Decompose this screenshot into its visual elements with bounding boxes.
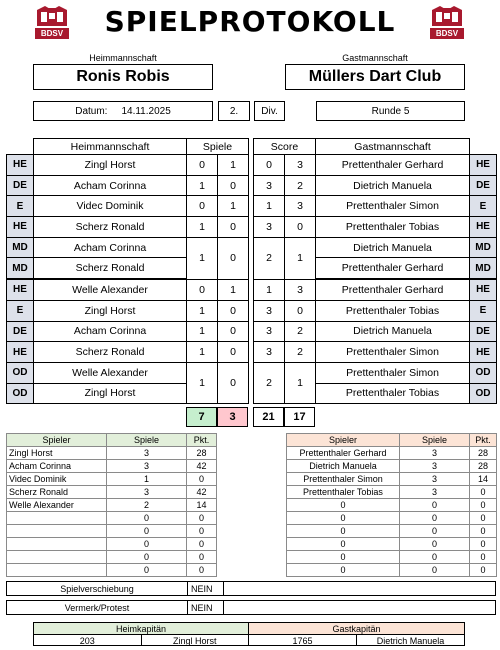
away-games-cell: 0 [218,321,249,342]
home-score-cell: 2 [254,362,285,403]
away-captain-box [249,622,465,646]
header-score: Score [254,139,316,155]
postponement-label: Spielverschiebung [7,582,188,595]
stats-points-cell: 0 [470,551,497,564]
category-cell: HE [7,342,34,363]
stats-row [287,499,497,512]
home-player-cell: Zingl Horst [34,155,187,176]
home-player-cell: Acham Corinna [34,237,187,258]
stats-row [7,473,217,486]
stats-player-cell [7,551,107,564]
category-cell: OD [7,383,34,404]
home-score-cell: 0 [254,155,285,176]
home-player-stats [6,433,217,577]
away-player-stats [286,433,497,577]
stats-games-cell: 0 [107,512,187,525]
home-player-cell: Scherz Ronald [34,217,187,238]
home-score-cell: 1 [254,196,285,217]
header-games: Spiele [187,139,249,155]
stats-points-cell: 0 [470,512,497,525]
away-score-cell: 2 [285,342,316,363]
away-games-cell: 1 [218,155,249,176]
home-captain-box [33,622,249,646]
stats-points-cell: 0 [187,473,217,486]
stats-row [287,551,497,564]
home-games-cell: 1 [187,237,218,279]
stats-points-cell: 0 [187,512,217,525]
match-row [7,321,497,342]
home-games-cell: 1 [187,175,218,196]
stats-header [7,434,217,447]
away-score-cell: 3 [285,279,316,300]
stats-points-cell: 0 [470,486,497,499]
stats-row [7,564,217,577]
date-value: 14.11.2025 [121,105,171,117]
away-player-cell: Prettenthaler Simon [316,342,470,363]
away-games-cell: 0 [218,237,249,279]
away-score-cell: 0 [285,300,316,321]
away-games-cell: 0 [218,175,249,196]
match-row [7,217,497,238]
stats-points-cell: 0 [470,538,497,551]
category-cell: E [470,300,497,321]
home-team-label: Heimmannschaft [89,53,157,63]
stats-games-cell: 0 [107,525,187,538]
match-row [7,300,497,321]
stats-games-cell: 2 [107,499,187,512]
stats-header-player: Spieler [7,434,107,447]
away-score-cell: 3 [285,196,316,217]
stats-row [7,486,217,499]
category-cell: HE [470,217,497,238]
stats-header-points: Pkt. [470,434,497,447]
stats-row [7,538,217,551]
stats-points-cell: 28 [470,447,497,460]
stats-row [7,551,217,564]
home-team-name: Ronis Robis [33,64,213,90]
match-table-header [7,139,497,155]
round-box: Runde 5 [316,101,465,121]
away-captain-name: Dietrich Manuela [376,635,445,646]
stats-player-cell: Acham Corinna [7,460,107,473]
stats-points-cell: 28 [187,447,217,460]
home-score-total: 21 [253,407,284,427]
home-player-cell: Zingl Horst [34,383,187,404]
stats-games-cell: 3 [400,460,470,473]
home-player-cell: Zingl Horst [34,300,187,321]
stats-player-cell [7,564,107,577]
category-cell: HE [470,342,497,363]
away-player-cell: Prettenthaler Gerhard [316,279,470,300]
category-cell: MD [7,237,34,258]
away-games-cell: 0 [218,362,249,403]
stats-player-cell: 0 [287,525,400,538]
stats-row [287,512,497,525]
stats-games-cell: 0 [400,551,470,564]
stats-player-cell: Videc Dominik [7,473,107,486]
stats-points-cell: 14 [470,473,497,486]
category-cell: HE [470,279,497,300]
match-row [7,155,497,176]
home-player-cell: Scherz Ronald [34,342,187,363]
stats-player-cell: 0 [287,512,400,525]
stats-player-cell [7,512,107,525]
stats-points-cell: 42 [187,460,217,473]
stats-games-cell: 3 [400,473,470,486]
home-score-cell: 3 [254,321,285,342]
away-score-cell: 0 [285,217,316,238]
away-score-cell: 1 [285,362,316,403]
header-away: Gastmannschaft [316,139,470,155]
stats-games-cell: 0 [400,538,470,551]
home-games-cell: 0 [187,279,218,300]
stats-points-cell: 0 [187,538,217,551]
category-cell: OD [470,362,497,383]
stats-player-cell: 0 [287,538,400,551]
stats-points-cell: 0 [187,551,217,564]
home-games-cell: 1 [187,217,218,238]
header-spacer [7,139,34,155]
stats-player-cell: Prettenthaler Tobias [287,486,400,499]
stats-row [287,538,497,551]
stats-row [287,460,497,473]
header-spacer [470,139,497,155]
away-player-cell: Prettenthaler Tobias [316,300,470,321]
stats-player-cell: Prettenthaler Gerhard [287,447,400,460]
match-row [7,175,497,196]
stats-games-cell: 0 [400,525,470,538]
stats-points-cell: 0 [470,525,497,538]
stats-player-cell: 0 [287,551,400,564]
home-score-cell: 1 [254,279,285,300]
away-captain-label: Gastkapitän [249,623,464,635]
home-player-cell: Acham Corinna [34,175,187,196]
home-captain-label: Heimkapitän [34,623,248,635]
category-cell: HE [470,155,497,176]
stats-header-games: Spiele [400,434,470,447]
protest-label: Vermerk/Protest [7,601,188,614]
stats-points-cell: 0 [187,564,217,577]
stats-games-cell: 0 [400,564,470,577]
away-player-cell: Prettenthaler Tobias [316,383,470,404]
home-games-total: 7 [186,407,217,427]
category-cell: MD [470,237,497,258]
away-score-cell: 2 [285,321,316,342]
home-captain-name: Zingl Horst [172,635,217,646]
stats-games-cell: 0 [107,538,187,551]
category-cell: OD [470,383,497,404]
stats-header-points: Pkt. [187,434,217,447]
away-score-cell: 2 [285,175,316,196]
away-games-cell: 0 [218,300,249,321]
home-player-cell: Scherz Ronald [34,258,187,279]
stats-games-cell: 0 [107,564,187,577]
stats-header-player: Spieler [287,434,400,447]
away-player-cell: Prettenthaler Simon [316,196,470,217]
home-player-cell: Welle Alexander [34,362,187,383]
match-row [7,196,497,217]
home-player-cell: Videc Dominik [34,196,187,217]
away-player-cell: Prettenthaler Simon [316,362,470,383]
postponement-row [6,581,496,596]
category-cell: E [470,196,497,217]
gap-cell [249,258,254,279]
stats-points-cell: 42 [187,486,217,499]
stats-row [287,473,497,486]
bdsv-logo-right-text: BDSV [435,28,459,38]
stats-player-cell: Prettenthaler Simon [287,473,400,486]
stats-games-cell: 0 [107,551,187,564]
match-row [7,383,497,404]
home-score-cell: 2 [254,237,285,279]
home-games-cell: 1 [187,362,218,403]
home-games-cell: 0 [187,155,218,176]
category-cell: OD [7,362,34,383]
page-title: SPIELPROTOKOLL [104,4,396,38]
away-player-cell: Dietrich Manuela [316,175,470,196]
category-cell: MD [7,258,34,279]
stats-points-cell: 14 [187,499,217,512]
away-player-cell: Dietrich Manuela [316,321,470,342]
stats-header-games: Spiele [107,434,187,447]
stats-row [287,525,497,538]
away-games-cell: 0 [218,342,249,363]
stats-player-cell [7,538,107,551]
category-cell: HE [7,217,34,238]
stats-player-cell: Scherz Ronald [7,486,107,499]
away-games-cell: 0 [218,217,249,238]
match-row [7,237,497,258]
away-team-name: Müllers Dart Club [285,64,465,90]
category-cell: HE [7,155,34,176]
home-captain-number: 203 [34,635,142,646]
category-cell: DE [470,175,497,196]
away-games-total: 3 [217,407,248,427]
stats-games-cell: 0 [400,499,470,512]
category-cell: HE [7,279,34,300]
home-score-cell: 3 [254,300,285,321]
away-score-total: 17 [284,407,315,427]
category-cell: DE [470,321,497,342]
stats-games-cell: 3 [400,486,470,499]
date-box [33,101,213,121]
match-table [6,138,497,404]
stats-points-cell: 28 [470,460,497,473]
stats-player-cell: 0 [287,564,400,577]
home-score-cell: 3 [254,217,285,238]
match-row [7,258,497,279]
stats-row [287,486,497,499]
home-games-cell: 0 [187,196,218,217]
match-row [7,279,497,300]
stats-player-cell: Zingl Horst [7,447,107,460]
stats-points-cell: 0 [470,564,497,577]
protest-row [6,600,496,615]
stats-row [7,525,217,538]
category-cell: DE [7,321,34,342]
away-score-cell: 3 [285,155,316,176]
away-captain-number: 1765 [249,635,357,646]
stats-points-cell: 0 [470,499,497,512]
header-home: Heimmannschaft [34,139,187,155]
category-cell: E [7,300,34,321]
match-row [7,342,497,363]
stats-row [7,447,217,460]
away-team-label: Gastmannschaft [342,53,408,63]
bdsv-logo-left-text: BDSV [40,28,64,38]
stats-row [7,460,217,473]
stats-player-cell [7,525,107,538]
home-games-cell: 1 [187,321,218,342]
division-label: Div. [254,101,285,121]
stats-games-cell: 1 [107,473,187,486]
away-score-cell: 1 [285,237,316,279]
category-cell: DE [7,175,34,196]
stats-header [287,434,497,447]
stats-player-cell: Dietrich Manuela [287,460,400,473]
home-score-cell: 3 [254,342,285,363]
away-player-cell: Dietrich Manuela [316,237,470,258]
stats-row [287,447,497,460]
home-games-cell: 1 [187,300,218,321]
postponement-notes [224,582,495,595]
stats-games-cell: 3 [400,447,470,460]
away-player-cell: Prettenthaler Gerhard [316,258,470,279]
away-player-cell: Prettenthaler Tobias [316,217,470,238]
stats-row [7,512,217,525]
stats-games-cell: 3 [107,447,187,460]
postponement-value: NEIN [188,582,224,595]
home-player-cell: Acham Corinna [34,321,187,342]
division-number: 2. [218,101,250,121]
away-games-cell: 1 [218,196,249,217]
stats-games-cell: 3 [107,486,187,499]
match-row [7,362,497,383]
home-games-cell: 1 [187,342,218,363]
stats-row [287,564,497,577]
protest-notes [224,601,495,614]
away-player-cell: Prettenthaler Gerhard [316,155,470,176]
stats-games-cell: 0 [400,512,470,525]
gap-cell [249,383,254,404]
category-cell: E [7,196,34,217]
stats-games-cell: 3 [107,460,187,473]
stats-player-cell: 0 [287,499,400,512]
away-games-cell: 1 [218,279,249,300]
date-label: Datum: [75,105,108,117]
stats-points-cell: 0 [187,525,217,538]
home-player-cell: Welle Alexander [34,279,187,300]
home-score-cell: 3 [254,175,285,196]
stats-player-cell: Welle Alexander [7,499,107,512]
stats-row [7,499,217,512]
protest-value: NEIN [188,601,224,614]
category-cell: MD [470,258,497,279]
